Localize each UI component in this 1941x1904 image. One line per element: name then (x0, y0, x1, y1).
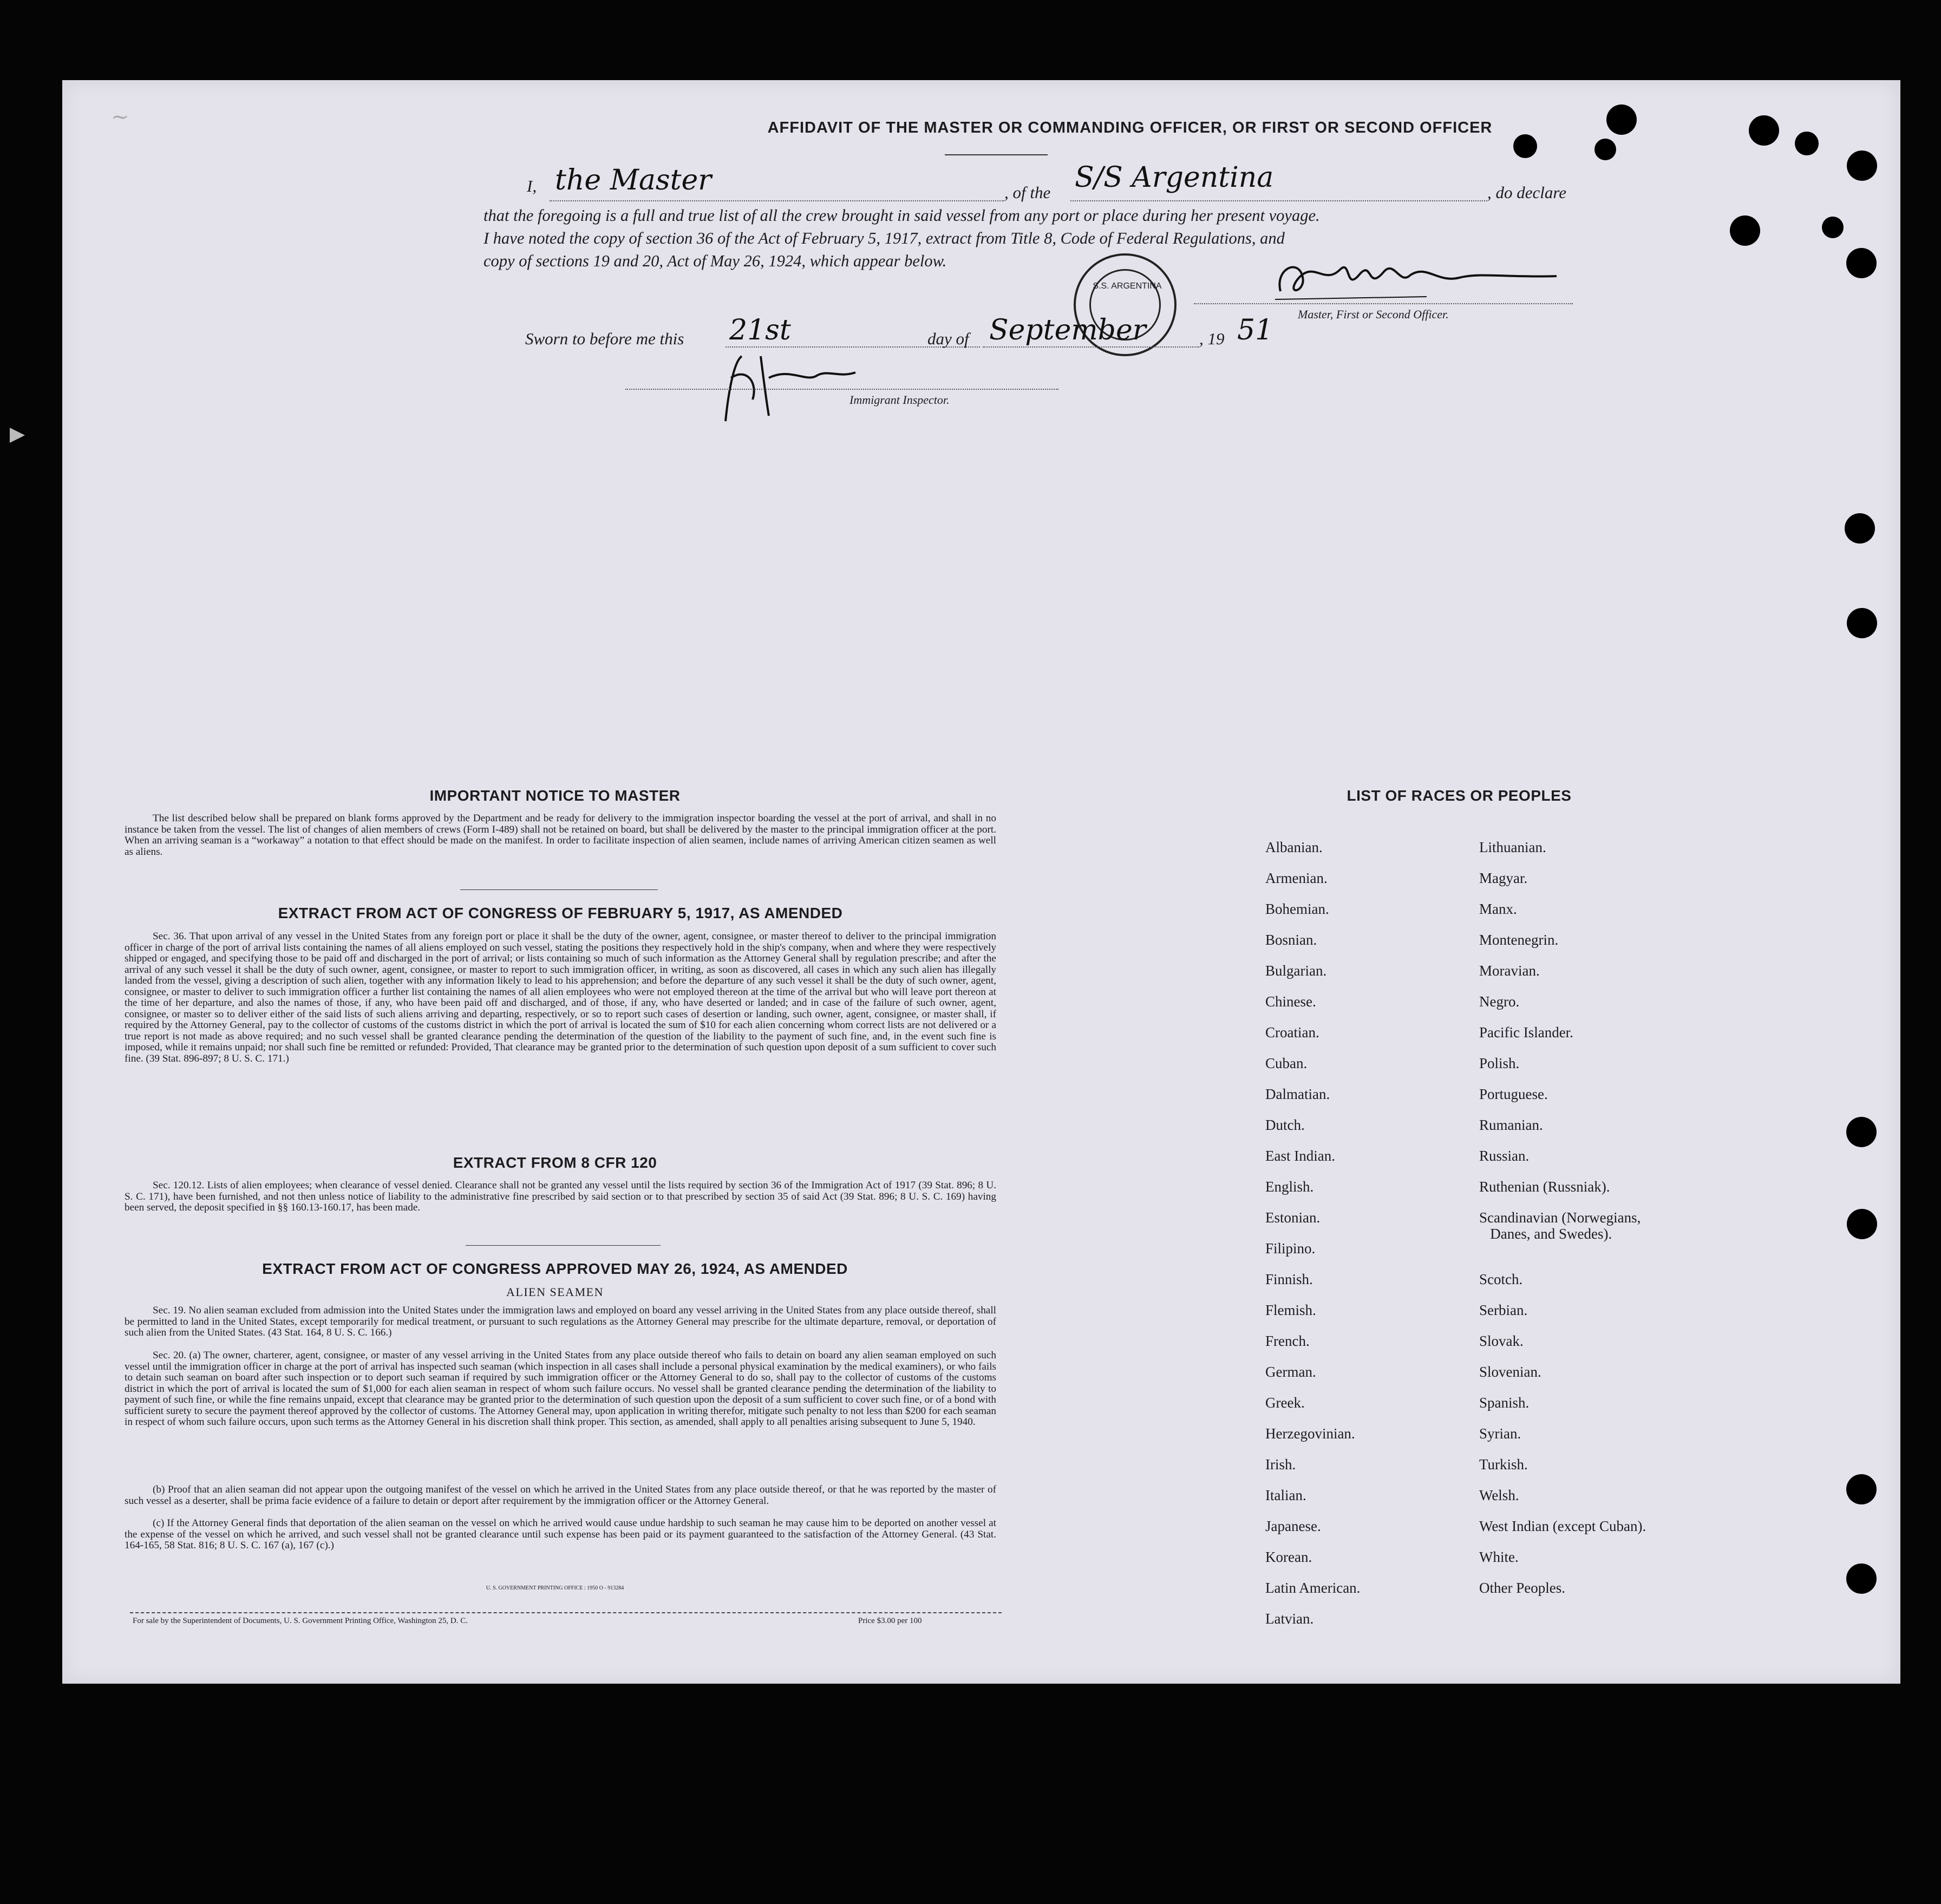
race-item: Japanese. (1265, 1518, 1321, 1534)
punch-hole (1846, 248, 1877, 278)
race-item: Estonian. (1265, 1209, 1321, 1226)
corner-pencil-mark: ~ (111, 104, 129, 129)
race-item: Scandinavian (Norwegians, Danes, and Swedes). (1479, 1209, 1641, 1242)
punch-hole (1847, 608, 1877, 638)
notice-title: IMPORTANT NOTICE TO MASTER (429, 787, 681, 804)
race-item: Latin American. (1265, 1580, 1361, 1596)
master-signature-line (1194, 303, 1573, 304)
sworn-label: Sworn to before me this (525, 329, 684, 348)
master-signature (1264, 253, 1589, 307)
race-item: Ruthenian (Russniak). (1479, 1179, 1610, 1195)
race-item: White. (1479, 1549, 1519, 1565)
punch-hole (1594, 139, 1616, 160)
race-item: Latvian. (1265, 1611, 1314, 1627)
race-item: Montenegrin. (1479, 932, 1559, 948)
race-item: Irish. (1265, 1456, 1296, 1473)
sec-20c-body: (c) If the Attorney General finds that deportation of the alien seaman on the vessel on which he arrived would cause undue hardship to such seaman he may cause him to be deported on another vessel at the expense of the vessel on which he arrived, and such vessel shall not be granted clearance until such expense has been paid or its payment guaranteed to the satisfaction of the Attorney General. (43 Stat. 164-165, 58 Stat. 816; 8 U. S. C. 167 (a), 167 (c).) (125, 1517, 996, 1551)
stamp-text: S.S. ARGENTINA (1093, 282, 1162, 291)
do-declare-label: , do declare (1487, 183, 1567, 202)
extract-1917-title: EXTRACT FROM ACT OF CONGRESS OF FEBRUARY 5, 1917, AS AMENDED (278, 905, 843, 921)
race-item: Syrian. (1479, 1425, 1521, 1442)
race-item: Slovak. (1479, 1333, 1524, 1349)
punch-hole (1513, 134, 1537, 158)
punch-hole (1847, 151, 1877, 181)
punch-hole (1845, 513, 1875, 544)
footer-rule (130, 1612, 1002, 1613)
extract-1924-subtitle: ALIEN SEAMEN (506, 1285, 604, 1299)
divider (466, 1245, 661, 1246)
punch-hole (1847, 1209, 1877, 1239)
race-item: Bohemian. (1265, 901, 1329, 917)
race-item: French. (1265, 1333, 1310, 1349)
race-item: Polish. (1479, 1055, 1520, 1071)
sec-19-body: Sec. 19. No alien seaman excluded from admission into the United States under the immigration laws and employed on board any vessel arriving in the United States from any place outside thereof, shall be permitted to land in the United States, except temporarily for medical treatment, or pursuant to such regulations as the Attorney General may prescribe for the ultimate departure, removal, or deportation of such alien from the United States. (43 Stat. 164, 8 U. S. C. 166.) (125, 1305, 996, 1338)
race-item: Slovenian. (1479, 1364, 1541, 1380)
year-prefix: , 19 (1199, 329, 1225, 348)
punch-hole (1749, 115, 1779, 146)
race-item: Lithuanian. (1479, 839, 1546, 855)
inspector-signature-line (625, 389, 1058, 390)
race-item: East Indian. (1265, 1148, 1335, 1164)
race-item: Italian. (1265, 1487, 1306, 1503)
sec-20b-body: (b) Proof that an alien seaman did not appear upon the outgoing manifest of the vessel on which he arrived in the United States from any place outside thereof, or that he was reported by the master of such vessel as a deserter, shall be prima facie evidence of a failure to detain or deport after requirement by the immigration officer or the Attorney General. (125, 1484, 996, 1507)
race-item: Negro. (1479, 993, 1520, 1010)
race-item: Bulgarian. (1265, 963, 1327, 979)
year-handwritten: 51 (1237, 314, 1273, 346)
race-item: Russian. (1479, 1148, 1530, 1164)
divider (945, 154, 1048, 155)
race-item: Turkish. (1479, 1456, 1528, 1473)
notice-body: The list described below shall be prepared on blank forms approved by the Department and be ready for delivery to the immigration inspector boarding the vessel at the port of arrival, and shall in no instance be taken from the vessel. The list of changes of alien members of crews (Form I-489) shall not be retained on board, but shall be delivered by the master to the principal immigration officer at the port. When an arriving seaman is a “workaway” a notation to that effect should be made on the manifest. In order to facilitate inspection of alien seamen, include names of arriving American citizen seamen as well as aliens. (125, 813, 996, 858)
vessel-handwritten: S/S Argentina (1075, 161, 1274, 194)
punch-hole (1846, 1474, 1877, 1504)
master-caption: Master, First or Second Officer. (1298, 307, 1449, 321)
printing-office-line: U. S. GOVERNMENT PRINTING OFFICE : 1950 O - 913284 (486, 1585, 624, 1591)
race-item: Albanian. (1265, 839, 1323, 855)
scan-edge-marker (10, 428, 25, 443)
race-item: Welsh. (1479, 1487, 1519, 1503)
race-item: Other Peoples. (1479, 1580, 1565, 1596)
footer-right: Price $3.00 per 100 (858, 1617, 922, 1625)
punch-hole (1795, 132, 1819, 155)
name-handwritten: the Master (555, 164, 712, 197)
race-item: Filipino. (1265, 1240, 1316, 1257)
race-item: Portuguese. (1479, 1086, 1548, 1102)
document-page (62, 80, 1900, 1684)
race-item: Bosnian. (1265, 932, 1317, 948)
race-item: Herzegovinian. (1265, 1425, 1355, 1442)
day-handwritten: 21st (729, 314, 791, 346)
race-item: English. (1265, 1179, 1314, 1195)
affidavit-line-2: that the foregoing is a full and true list of all the crew brought in said vessel from any port or place during her present voyage. (483, 206, 1320, 225)
race-item: Korean. (1265, 1549, 1312, 1565)
sec-20a-body: Sec. 20. (a) The owner, charterer, agent, consignee, or master of any vessel arriving in the United States from any place outside thereof who fails to detain on board any alien seaman employed on such vessel until the immigration officer in charge at the port of arrival has inspected such seaman (which inspection in all cases shall include a personal physical examination by the medical examiners), or who fails to detain such seaman on board after such inspection or to deport such seaman if required by such immigration officer or the Attorney General to do so, shall pay to the collector of customs of the customs district in which the port of arrival is located the sum of $1,000 for each alien seaman in respect of whom such failure occurs. No vessel shall be granted clearance pending the determination of the liability to payment of such fine, or while the fine remains unpaid, except that clearance may be granted prior to the determination of such question upon the deposit of a sum sufficient to cover such fine, or of a bond with sufficient surety to secure the payment thereof approved by the collector of customs. The Attorney General may, upon application in writing therefor, mitigate such penalty to not less than $200 for each seaman in respect of whom such failure occurs, upon such terms as the Attorney General in his discretion shall think proper. This section, as amended, shall apply to all penalties arising subsequent to June 5, 1940. (125, 1350, 996, 1428)
race-item: Serbian. (1479, 1302, 1528, 1318)
inspector-caption: Immigrant Inspector. (849, 393, 950, 407)
affidavit-line-1 (527, 176, 537, 196)
extract-cfr-title: EXTRACT FROM 8 CFR 120 (453, 1154, 657, 1171)
punch-hole (1846, 1563, 1877, 1594)
i-label: I, (527, 176, 537, 195)
race-item: Armenian. (1265, 870, 1328, 886)
punch-hole (1822, 217, 1844, 238)
vessel-blank-line (1070, 200, 1487, 201)
races-title: LIST OF RACES OR PEOPLES (1347, 787, 1572, 804)
race-item: Dalmatian. (1265, 1086, 1330, 1102)
race-item: Greek. (1265, 1395, 1305, 1411)
race-item: Manx. (1479, 901, 1517, 917)
race-item: Finnish. (1265, 1271, 1313, 1287)
month-handwritten: September (989, 314, 1146, 346)
name-blank-line (550, 200, 1004, 201)
race-item: Cuban. (1265, 1055, 1308, 1071)
race-item: Flemish. (1265, 1302, 1316, 1318)
punch-hole (1730, 215, 1760, 246)
race-item: West Indian (except Cuban). (1479, 1518, 1646, 1534)
day-of-label: day of (927, 329, 969, 348)
divider (460, 889, 658, 890)
extract-1917-body: Sec. 36. That upon arrival of any vessel in the United States from any foreign port or place it shall be the duty of the owner, agent, consignee, or master thereof to deliver to the principal immigration officer in charge of the port of arrival lists containing the names of all aliens employed on such vessel, stating the positions they respectively hold in the ship's company, when and where they were respectively shipped or engaged, and specifying those to be paid off and discharged in the port of arrival; or lists containing so much of such information as the Attorney General shall by regulation prescribe; and after the arrival of any such vessel it shall be the duty of such owner, agent, consignee, or master to report to such immigration officer, in writing, as soon as discovered, all cases in which any such alien has illegally landed from the vessel, giving a description of such alien, together with any information likely to lead to his apprehension; and before the departure of any such vessel it shall be the duty of such owner, agent, consignee, or master to deliver to such immigration officer a further list containing the names of all alien employees who were not employed thereon at the time of the arrival but who will leave port thereon at the time of her departure, and also the names of those, if any, who have been paid off and discharged, and of those, if any, who have deserted or landed; and in case of the failure of such owner, agent, consignee, or master so to deliver either of the said lists of such aliens arriving and departing, respectively, or so to report such cases of desertion or landing, such owner, agent, consignee, or master shall, if required by the Attorney General, pay to the collector of customs of the customs district in which the port of arrival is located the sum of $10 for each alien concerning whom correct lists are not delivered or a true report is not made as above required; and no such vessel shall be granted clearance pending the determination of the question of the liability to the payment of such fine, and, in the event such fine is imposed, while it remains unpaid; nor shall such fine be remitted or refunded: Provided, That clearance may be granted prior to the determination of such question upon deposit of a sum sufficient to cover such fine. (39 Stat. 896-897; 8 U. S. C. 171.) (125, 931, 996, 1064)
punch-hole (1846, 1117, 1877, 1147)
footer-left: For sale by the Superintendent of Documents, U. S. Government Printing Office, Washington 25, D. C. (133, 1617, 468, 1625)
race-item: Pacific Islander. (1479, 1024, 1573, 1041)
extract-cfr-body: Sec. 120.12. Lists of alien employees; when clearance of vessel denied. Clearance shall not be granted any vessel until the lists required by section 36 of the Immigration Act of 1917 (39 Stat. 896; 8 U. S. C. 171), have been furnished, and not then unless notice of liability to the administrative fine prescribed by said section or to that prescribed by section 35 of said Act (39 Stat. 896; 8 U. S. C. 169) having been served, the deposit specified in §§ 160.13-160.17, has been made. (125, 1180, 996, 1213)
affidavit-title: AFFIDAVIT OF THE MASTER OR COMMANDING OFFICER, OR FIRST OR SECOND OFFICER (767, 119, 1493, 136)
month-blank-line (983, 346, 1199, 348)
inspector-signature (709, 345, 872, 427)
affidavit-line-4: copy of sections 19 and 20, Act of May 26, 1924, which appear below. (483, 252, 947, 270)
race-item: Moravian. (1479, 963, 1540, 979)
race-item: German. (1265, 1364, 1316, 1380)
race-item: Chinese. (1265, 993, 1316, 1010)
extract-1924-title: EXTRACT FROM ACT OF CONGRESS APPROVED MAY 26, 1924, AS AMENDED (262, 1260, 848, 1277)
race-item: Croatian. (1265, 1024, 1319, 1041)
race-item: Spanish. (1479, 1395, 1530, 1411)
race-item: Dutch. (1265, 1117, 1305, 1133)
race-item: Scotch. (1479, 1271, 1523, 1287)
affidavit-line-3: I have noted the copy of section 36 of the Act of February 5, 1917, extract from Title 8, Code of Federal Regulations, and (483, 229, 1285, 247)
race-item: Magyar. (1479, 870, 1528, 886)
of-the-label: , of the (1004, 183, 1051, 202)
race-item: Rumanian. (1479, 1117, 1543, 1133)
